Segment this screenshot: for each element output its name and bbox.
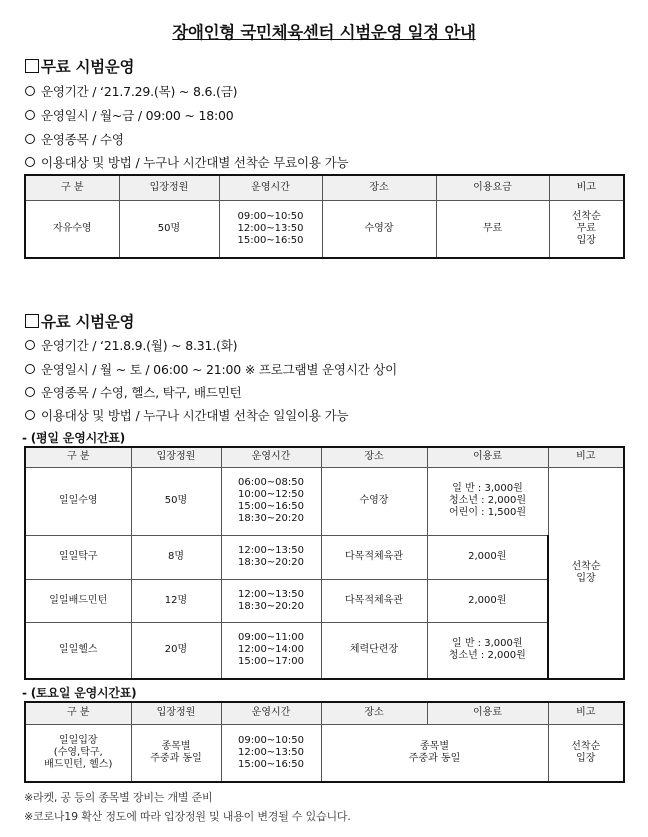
free-bullet-sport xyxy=(25,130,124,148)
col-header: 입장정원 xyxy=(131,447,221,467)
col-header: 구 분 xyxy=(25,175,119,200)
table-cell: 일일입장 (수영,탁구, 배드민턴, 헬스) xyxy=(25,724,131,782)
col-header: 장소 xyxy=(321,702,427,724)
footnote-equipment: ※라켓, 공 등의 종목별 장비는 개별 준비 xyxy=(24,791,213,804)
table-cell: 무료 xyxy=(436,200,549,258)
section-title-free xyxy=(25,55,134,77)
table-row xyxy=(25,200,624,258)
table-row xyxy=(25,622,624,679)
footnote-covid: ※코로나19 확산 정도에 따라 입장정원 및 내용이 변경될 수 있습니다. xyxy=(24,810,351,823)
table-cell: 20명 xyxy=(131,622,221,679)
table-cell: 수영장 xyxy=(321,467,427,535)
table-cell: 50명 xyxy=(131,467,221,535)
table-cell-note: 선착순 입장 xyxy=(548,467,624,679)
table-cell: 종목별 주중과 동일 xyxy=(131,724,221,782)
table-header-row xyxy=(25,175,624,200)
free-schedule-table xyxy=(24,174,625,259)
circle-bullet-icon xyxy=(25,134,35,144)
bullet-text: 운영일시 / 월 ~ 토 / 06:00 ~ 21:00 ※ 프로그램별 운영시간 상이 xyxy=(41,362,398,377)
table-cell: 다목적체육관 xyxy=(321,579,427,622)
bullet-text: 이용대상 및 방법 / 누구나 시간대별 선착순 무료이용 가능 xyxy=(41,155,349,170)
saturday-schedule-table xyxy=(24,701,625,783)
col-header: 입장정원 xyxy=(119,175,219,200)
col-header: 이용료 xyxy=(427,447,548,467)
table-cell: 09:00~10:50 12:00~13:50 15:00~16:50 xyxy=(221,724,321,782)
col-header: 이용요금 xyxy=(436,175,549,200)
checkbox-square-icon xyxy=(25,59,39,73)
table-cell: 2,000원 xyxy=(427,579,548,622)
circle-bullet-icon xyxy=(25,410,35,420)
circle-bullet-icon xyxy=(25,86,35,96)
checkbox-square-icon xyxy=(25,314,39,328)
table-cell: 일일배드민턴 xyxy=(25,579,131,622)
page-title: 장애인형 국민체육센터 시범운영 일정 안내 xyxy=(172,23,476,42)
table-cell: 자유수영 xyxy=(25,200,119,258)
table-cell: 09:00~11:00 12:00~14:00 15:00~17:00 xyxy=(221,622,321,679)
section-title-paid xyxy=(25,310,134,332)
table-cell: 수영장 xyxy=(322,200,436,258)
circle-bullet-icon xyxy=(25,340,35,350)
col-header: 비고 xyxy=(549,175,624,200)
table-cell: 50명 xyxy=(119,200,219,258)
saturday-schedule-label: - (토요일 운영시간표) xyxy=(22,686,137,700)
table-cell: 다목적체육관 xyxy=(321,535,427,579)
free-bullet-period xyxy=(25,82,237,100)
circle-bullet-icon xyxy=(25,364,35,374)
paid-heading: 유료 시범운영 xyxy=(41,313,135,331)
table-cell: 12:00~13:50 18:30~20:20 xyxy=(221,535,321,579)
free-bullet-schedule xyxy=(25,106,234,124)
paid-bullet-target xyxy=(25,406,348,424)
table-cell: 8명 xyxy=(131,535,221,579)
weekday-schedule-label: - (평일 운영시간표) xyxy=(22,431,126,445)
bullet-text: 운영종목 / 수영 xyxy=(41,132,124,147)
col-header: 구 분 xyxy=(25,447,131,467)
free-heading: 무료 시범운영 xyxy=(41,58,135,76)
circle-bullet-icon xyxy=(25,110,35,120)
col-header: 비고 xyxy=(548,702,624,724)
col-header: 장소 xyxy=(322,175,436,200)
bullet-text: 운영기간 / ‘21.7.29.(목) ~ 8.6.(금) xyxy=(41,84,238,99)
table-cell: 09:00~10:50 12:00~13:50 15:00~16:50 xyxy=(219,200,322,258)
col-header: 운영시간 xyxy=(221,447,321,467)
table-header-row xyxy=(25,447,624,467)
table-row xyxy=(25,579,624,622)
table-cell: 종목별 주중과 동일 xyxy=(321,724,548,782)
paid-bullet-sport xyxy=(25,383,241,401)
table-row xyxy=(25,535,624,579)
table-row xyxy=(25,467,624,535)
circle-bullet-icon xyxy=(25,157,35,167)
col-header: 운영시간 xyxy=(221,702,321,724)
table-header-row xyxy=(25,702,624,724)
table-cell: 선착순 입장 xyxy=(548,724,624,782)
table-cell: 일일탁구 xyxy=(25,535,131,579)
table-cell: 일 반 : 3,000원 청소년 : 2,000원 어린이 : 1,500원 xyxy=(427,467,548,535)
table-cell: 2,000원 xyxy=(427,535,548,579)
table-cell: 일일헬스 xyxy=(25,622,131,679)
table-cell: 12명 xyxy=(131,579,221,622)
col-header: 비고 xyxy=(548,447,624,467)
col-header: 장소 xyxy=(321,447,427,467)
table-cell: 일 반 : 3,000원 청소년 : 2,000원 xyxy=(427,622,548,679)
bullet-text: 운영기간 / ‘21.8.9.(월) ~ 8.31.(화) xyxy=(41,338,238,353)
free-bullet-target xyxy=(25,153,348,171)
col-header: 이용료 xyxy=(427,702,548,724)
bullet-text: 운영일시 / 월~금 / 09:00 ~ 18:00 xyxy=(41,108,234,123)
col-header: 운영시간 xyxy=(219,175,322,200)
table-cell: 06:00~08:50 10:00~12:50 15:00~16:50 18:30~20:20 xyxy=(221,467,321,535)
paid-bullet-period xyxy=(25,336,237,354)
table-cell: 일일수영 xyxy=(25,467,131,535)
col-header: 입장정원 xyxy=(131,702,221,724)
col-header: 구 분 xyxy=(25,702,131,724)
circle-bullet-icon xyxy=(25,387,35,397)
table-cell: 12:00~13:50 18:30~20:20 xyxy=(221,579,321,622)
paid-bullet-schedule xyxy=(25,360,397,378)
table-cell: 체력단련장 xyxy=(321,622,427,679)
weekday-schedule-table xyxy=(24,446,625,680)
bullet-text: 운영종목 / 수영, 헬스, 탁구, 배드민턴 xyxy=(41,385,242,400)
bullet-text: 이용대상 및 방법 / 누구나 시간대별 선착순 일일이용 가능 xyxy=(41,408,349,423)
table-cell: 선착순 무료 입장 xyxy=(549,200,624,258)
table-row xyxy=(25,724,624,782)
